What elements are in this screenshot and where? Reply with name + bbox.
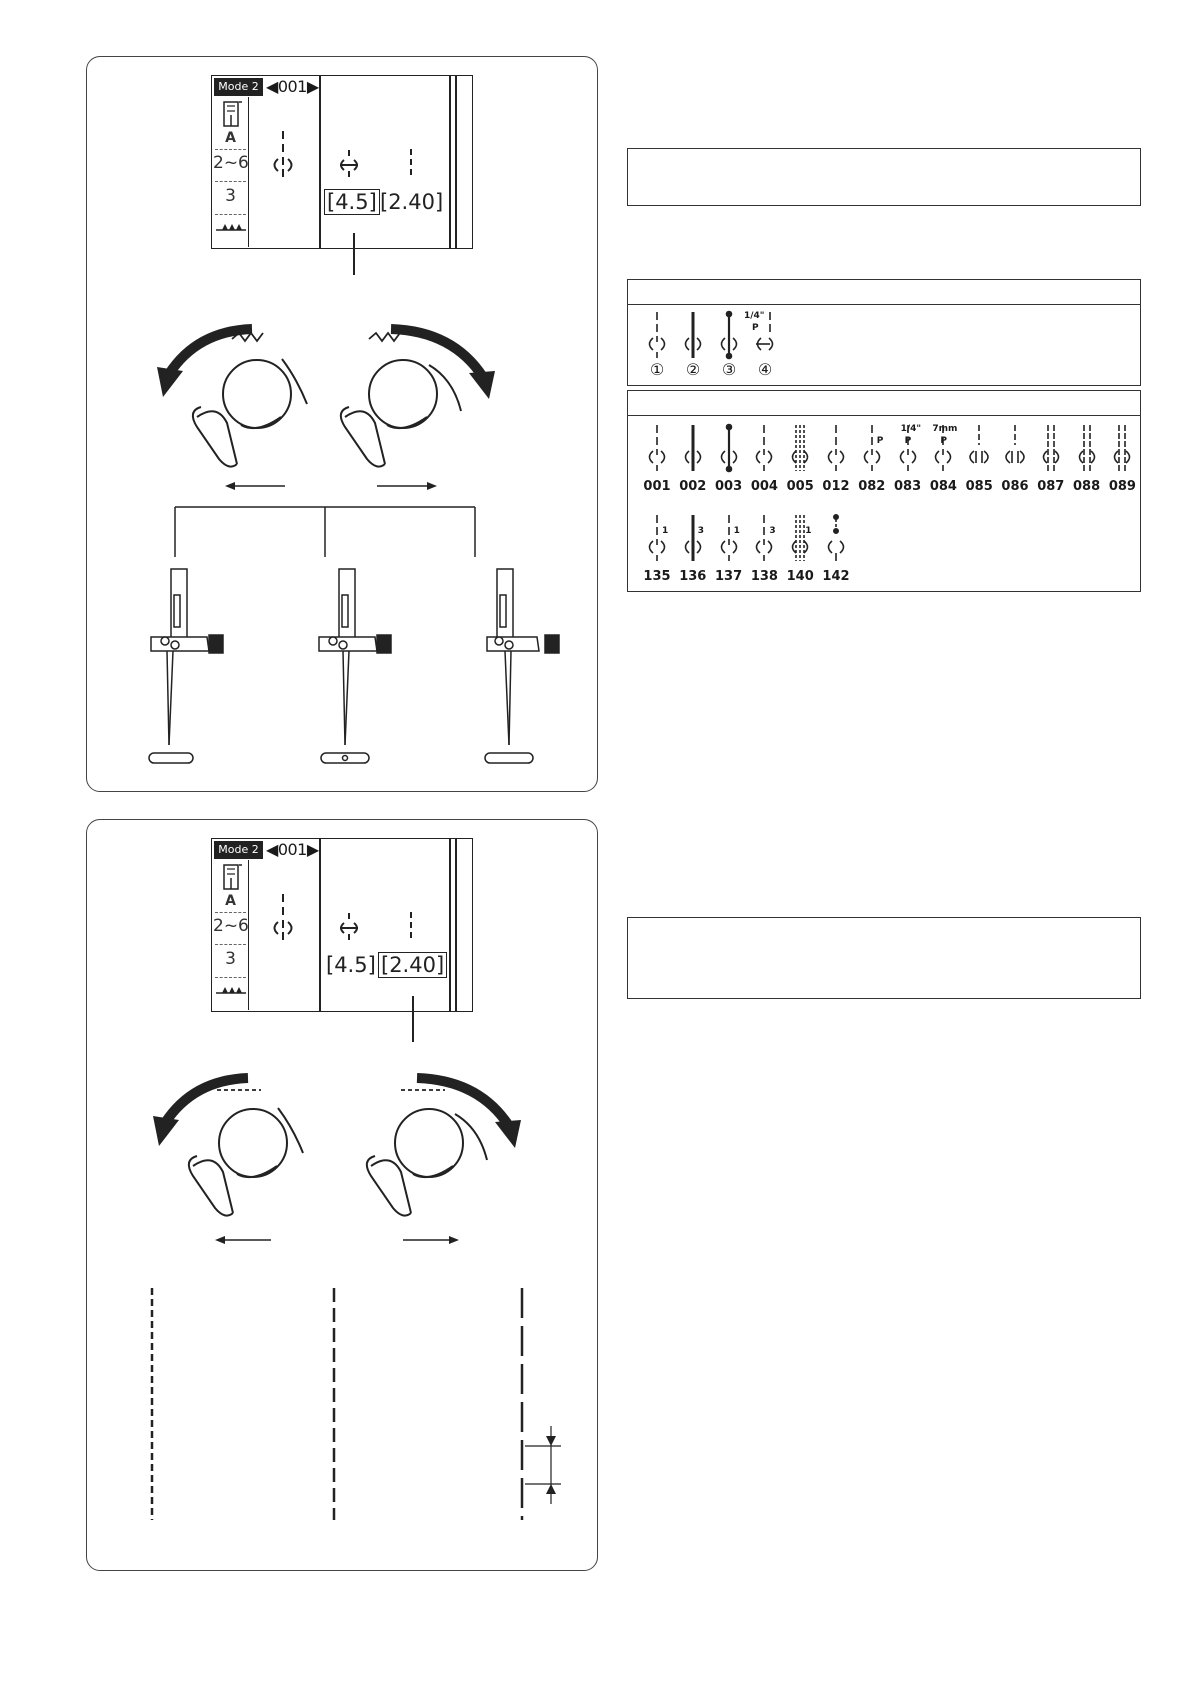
- note-box-bottom: [627, 917, 1141, 999]
- length-stitch-icon: [408, 912, 414, 940]
- stitch-length-panel: [86, 819, 598, 1571]
- option-label-2: ②: [685, 360, 701, 379]
- pattern-row-1-label-001: 001: [643, 479, 671, 494]
- pattern-row-1-stitch-icon-089: [1109, 425, 1135, 473]
- pressure-value: 3: [225, 949, 236, 969]
- stitch-4-mark-p: P: [752, 323, 759, 333]
- pattern-row-2-stitch-icon-138: [751, 515, 777, 563]
- pattern-row-1-label-083: 083: [894, 479, 922, 494]
- foot-letter: A: [225, 130, 236, 146]
- stitch-length-dial-left-icon: [153, 1068, 323, 1243]
- pattern-row-1-stitch-icon-082: [859, 425, 885, 473]
- right-arrow-icon: [377, 480, 437, 492]
- needle-center-position-icon: [315, 567, 415, 767]
- needle-bracket: [175, 505, 475, 557]
- foot-letter: A: [225, 893, 236, 909]
- pattern-row-1-stitch-icon-002: [680, 425, 706, 473]
- pattern-row-1-stitch-icon-012: [823, 425, 849, 473]
- pattern-row-1-label-087: 087: [1037, 479, 1065, 494]
- callout-line: [353, 233, 355, 275]
- pattern-row-2-stitch-icon-136: [680, 515, 706, 563]
- pattern-row-2-stitch-icon-142: [823, 515, 849, 563]
- pattern-row-1-label-005: 005: [786, 479, 814, 494]
- pattern-row-2-label-135: 135: [643, 569, 671, 584]
- pattern-row-1-stitch-icon-004: [751, 425, 777, 473]
- lcd-screen: [211, 838, 473, 1012]
- mark-3-138: 3: [769, 526, 776, 536]
- pattern-row-1-label-084: 084: [929, 479, 957, 494]
- pattern-row-1-stitch-icon-005: [787, 425, 813, 473]
- pattern-row-1-label-082: 082: [858, 479, 886, 494]
- option-label-4: ④: [757, 360, 773, 379]
- straight-stitch-icon: [268, 894, 298, 944]
- left-arrow-icon: [225, 480, 285, 492]
- width-stitch-icon: [336, 150, 362, 178]
- width-stitch-icon: [336, 913, 362, 941]
- mark-7mm-084: 7mm: [932, 424, 958, 434]
- pattern-row-1-stitch-icon-087: [1038, 425, 1064, 473]
- mark-1-140: 1: [805, 526, 812, 536]
- pattern-row-1-stitch-icon-088: [1074, 425, 1100, 473]
- options-table-header: [628, 280, 1140, 305]
- pattern-table: [627, 390, 1141, 592]
- option-stitch-4-icon: [752, 312, 778, 360]
- pattern-row-1-label-004: 004: [750, 479, 778, 494]
- mark-p-082: P: [876, 436, 884, 446]
- feed-dog-icon: [216, 986, 246, 996]
- mark-p-084: P: [940, 436, 947, 446]
- straight-stitch-icon: [268, 131, 298, 181]
- options-table: [627, 279, 1141, 386]
- stitch-width-value: [4.5]: [326, 953, 376, 977]
- option-stitch-1-icon: [644, 312, 670, 360]
- stitch-width-dial-right-icon: [343, 319, 513, 494]
- stitch-width-dial-left-icon: [157, 319, 327, 494]
- pattern-row-1-stitch-icon-085: [966, 425, 992, 473]
- stitch-4-mark-quarter: 1/4": [744, 311, 765, 321]
- pattern-row-1-label-088: 088: [1073, 479, 1101, 494]
- pattern-row-1-label-003: 003: [715, 479, 743, 494]
- pattern-row-1-label-089: 089: [1108, 479, 1136, 494]
- mark-quarter-083: 1/4": [900, 424, 922, 434]
- needle-right-position-icon: [485, 567, 585, 767]
- stitch-length-value: [2.40]: [380, 190, 444, 214]
- needle-left-position-icon: [147, 567, 247, 767]
- stitch-width-value: [4.5]: [324, 189, 380, 215]
- mark-p-083: P: [904, 436, 912, 446]
- pattern-row-1-stitch-icon-086: [1002, 425, 1028, 473]
- length-stitch-icon: [408, 149, 414, 177]
- mode-tag: Mode 2: [214, 78, 263, 96]
- option-label-3: ③: [721, 360, 737, 379]
- pattern-row-1-stitch-icon-001: [644, 425, 670, 473]
- pattern-row-2-label-138: 138: [750, 569, 778, 584]
- stitch-length-dial-right-icon: [369, 1068, 539, 1243]
- mode-tag: Mode 2: [214, 841, 263, 859]
- option-stitch-2-icon: [680, 312, 706, 360]
- short-stitch-sample: [149, 1288, 155, 1520]
- pattern-row-2-label-142: 142: [822, 569, 850, 584]
- pattern-row-2-stitch-icon-135: [644, 515, 670, 563]
- tension-range: 2~6: [213, 916, 249, 936]
- option-label-1: ①: [649, 360, 665, 379]
- pattern-row-1-label-086: 086: [1001, 479, 1029, 494]
- note-box-top: [627, 148, 1141, 206]
- stitch-length-value: [2.40]: [378, 952, 447, 978]
- needle-position-panel: [86, 56, 598, 792]
- mark-1-137: 1: [733, 526, 740, 536]
- pattern-row-1-label-012: 012: [822, 479, 850, 494]
- mark-3-136: 3: [697, 526, 705, 536]
- right-arrow-icon: [403, 1234, 459, 1246]
- pattern-row-1-label-002: 002: [679, 479, 707, 494]
- pattern-row-1-stitch-icon-003: [716, 425, 742, 473]
- long-stitch-sample: [519, 1288, 569, 1520]
- pattern-table-header: [628, 391, 1140, 416]
- pattern-row-2-label-137: 137: [715, 569, 743, 584]
- medium-stitch-sample: [331, 1288, 337, 1520]
- tension-range: 2~6: [213, 153, 249, 173]
- callout-line: [412, 996, 414, 1042]
- lcd-screen: [211, 75, 473, 249]
- feed-dog-icon: [216, 223, 246, 233]
- pattern-row-1-label-085: 085: [965, 479, 993, 494]
- option-stitch-3-icon: [716, 312, 742, 360]
- pattern-row-2-label-136: 136: [679, 569, 707, 584]
- pattern-row-2-stitch-icon-140: [787, 515, 813, 563]
- left-arrow-icon: [215, 1234, 271, 1246]
- pattern-row-2-stitch-icon-137: [716, 515, 742, 563]
- pattern-number: ◀001▶: [266, 840, 319, 859]
- lcd-settings-column: [213, 860, 249, 1010]
- pressure-value: 3: [225, 186, 236, 206]
- mark-1-135: 1: [662, 526, 669, 536]
- lcd-settings-column: [213, 97, 249, 247]
- pattern-number: ◀001▶: [266, 77, 319, 96]
- pattern-row-2-label-140: 140: [786, 569, 814, 584]
